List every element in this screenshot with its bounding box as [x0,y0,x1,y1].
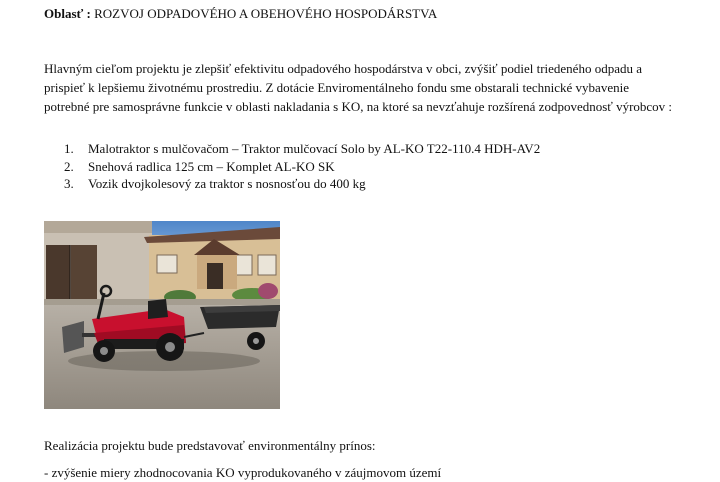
tractor-photo [44,221,280,409]
list-item-number: 3. [64,176,74,191]
section-label: Oblasť : [44,6,91,21]
list-item-number: 2. [64,158,74,174]
tractor-photo-illustration [44,221,280,409]
list-item [44,140,664,158]
section-heading [44,4,437,23]
equipment-list [44,140,664,193]
list-item-number: 1. [64,141,74,156]
section-title: ROZVOJ ODPADOVÉHO A OBEHOVÉHO HOSPODÁRSTVA [94,6,438,21]
list-item [44,175,664,193]
list-item-text: Snehová radlica 125 cm – Komplet AL-KO SK [88,158,335,174]
intro-paragraph: Hlavným cieľom projektu je zlepšiť efektivitu odpadového hospodárstva v obci, zvýšiť podiel triedeného odpadu a prispieť k lepšiemu životnému prostrediu. Z dotácie Enviromentálneho fondu sme obstarali technické vybavenie potrebné pre samosprávne funkcie v oblasti nakladania s KO, na ktoré sa nevzťahuje rozšírená zodpovednosť výrobcov : [44,61,673,114]
list-item-text: Vozik dvojkolesový za traktor s nosnosťou do 400 kg [88,176,366,191]
list-item [44,158,664,176]
list-item-text: Malotraktor s mulčovačom – Traktor mulčovací Solo by AL-KO T22-110.4 HDH-AV2 [88,141,541,156]
benefit-item: - zvýšenie miery zhodnocovania KO vyprodukovaného v záujmovom území [44,465,442,480]
realization-heading: Realizácia projektu bude predstavovať environmentálny prínos: [44,438,376,453]
